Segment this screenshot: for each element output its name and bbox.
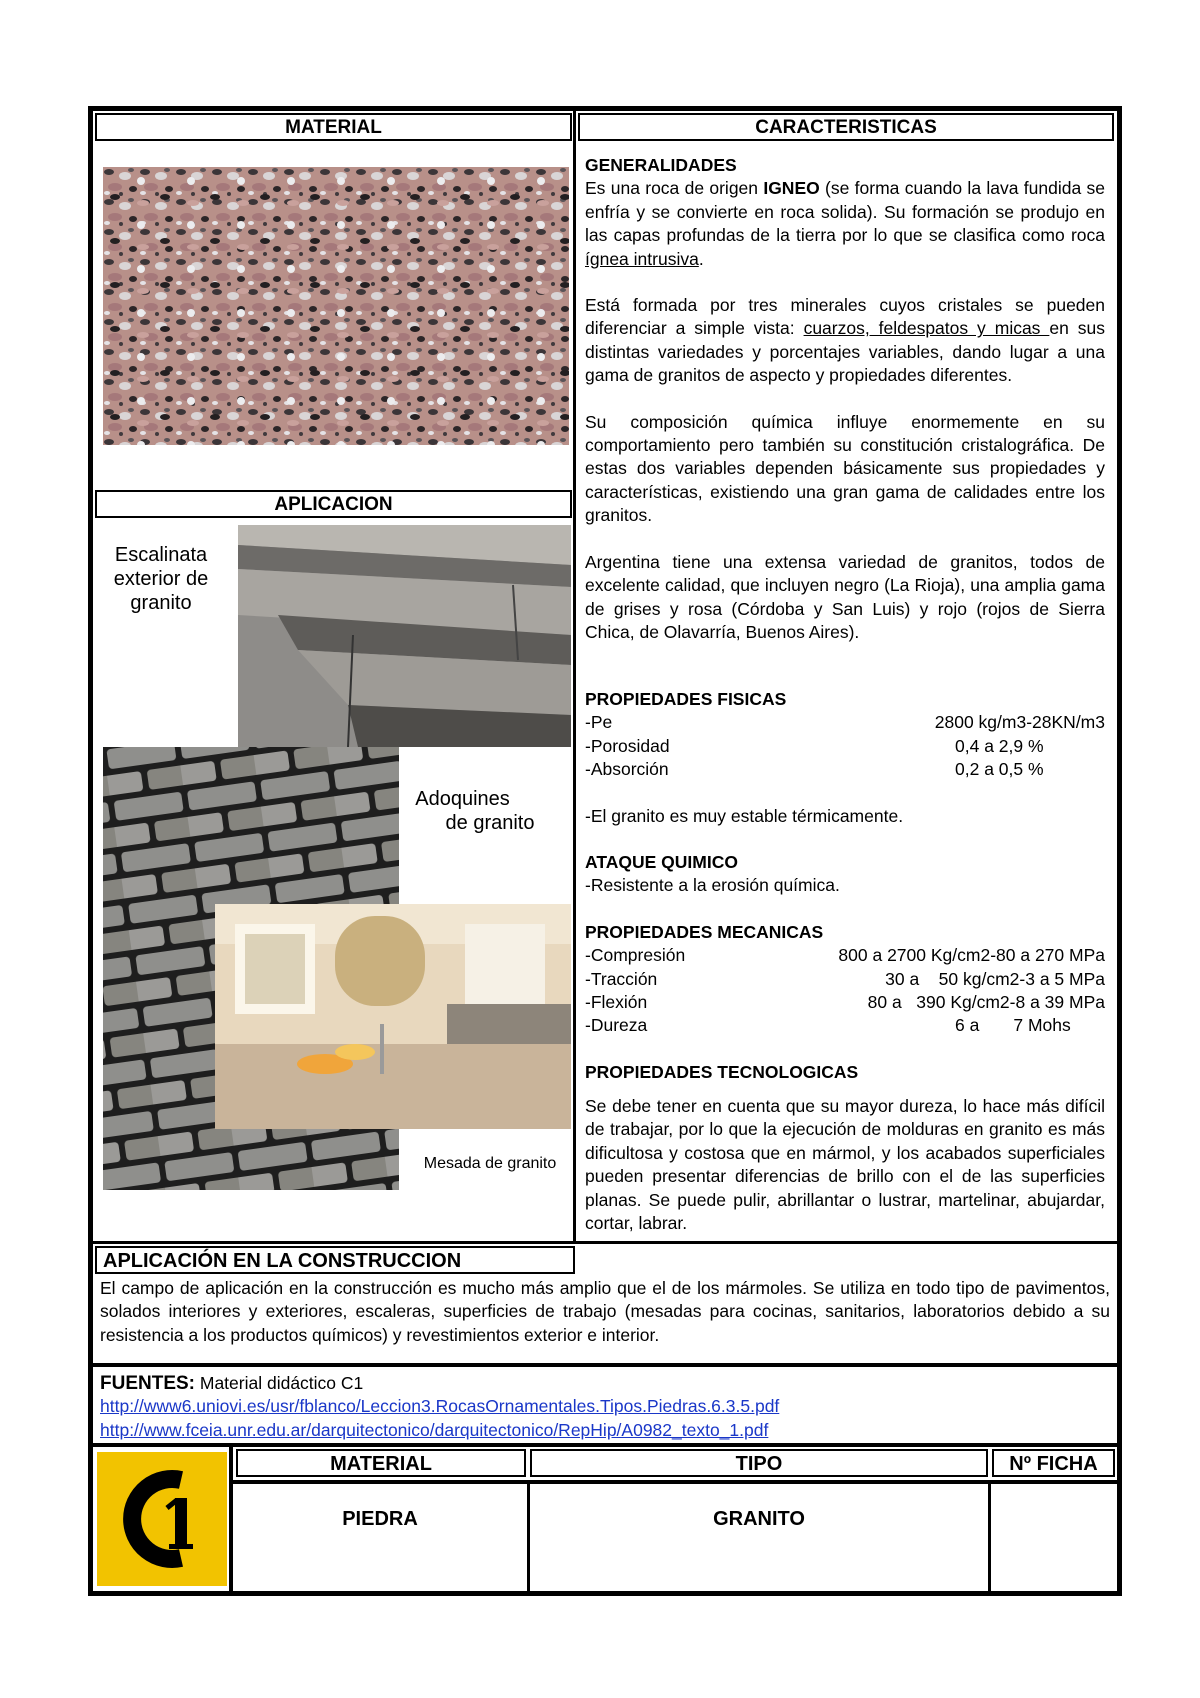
mecanicas-row: -Tracción 30 a 50 kg/cm2-3 a 5 MPa bbox=[585, 968, 1105, 989]
fuentes-text: Material didáctico C1 bbox=[195, 1373, 364, 1393]
generalidades-p1: Es una roca de origen IGNEO (se forma cuando la lava fundida se enfría y se convierte en roca solida). Su formación se produjo en las capas profundas de la tierra por lo que se clasifica como roca ígnea intrusiva. bbox=[585, 178, 1105, 269]
tecnologicas-title: PROPIEDADES TECNOLOGICAS bbox=[585, 1061, 859, 1082]
mesada-caption: Mesada de granito bbox=[423, 1155, 557, 1172]
construccion-header: APLICACIÓN EN LA CONSTRUCCION bbox=[95, 1246, 575, 1274]
mecanicas-row: -Compresión 800 a 2700 Kg/cm2-80 a 270 MPa bbox=[585, 945, 1105, 966]
fuentes-section bbox=[100, 1372, 1110, 1442]
adoquines-caption-line1: Adoquines bbox=[415, 788, 510, 810]
fuentes-link-2[interactable]: http://www.fceia.unr.edu.ar/darquitectonico/darquitectonico/RepHip/A0982_texto_1.pdf bbox=[100, 1419, 769, 1440]
adoquines-caption-line2: de granito bbox=[445, 812, 535, 834]
footer-ficha-header: Nº FICHA bbox=[992, 1449, 1115, 1477]
footer-div-2 bbox=[988, 1480, 991, 1596]
caracteristicas-header: CARACTERISTICAS bbox=[578, 113, 1114, 141]
granite-texture-image bbox=[103, 167, 569, 445]
escalinata-caption: Escalinata exterior de granito bbox=[113, 544, 209, 614]
fisicas-note: -El granito es muy estable térmicamente. bbox=[585, 805, 904, 826]
column-divider bbox=[573, 106, 576, 1241]
mesada-image bbox=[215, 904, 571, 1129]
generalidades-p3: Su composición química influye enormemente en su comportamiento pero también su constitución cristalográfica. De estas dos variables dependen básicamente sus propiedades y características, existiendo una gran gama de calidades entre los granitos. bbox=[585, 411, 1105, 526]
tecnologicas-text: Se debe tener en cuenta que su mayor dureza, lo hace más difícil de trabajar, por lo que la ejecución de molduras en granito es más dificultosa y costosa que en mármol, y los acabados superficiales pueden presentar diferencias de brillo con el de las superficies planas. Se puede pulir, abrillantar o lustrar, martelinar, abujardar, cortar, labrar. bbox=[585, 1096, 1105, 1234]
fuentes-label: FUENTES: bbox=[100, 1373, 195, 1394]
generalidades-title: GENERALIDADES bbox=[585, 155, 737, 175]
fuentes-top-rule bbox=[88, 1363, 1122, 1367]
generalidades-section bbox=[585, 154, 1105, 644]
footer-material-header: MATERIAL bbox=[236, 1449, 526, 1477]
construccion-top-rule bbox=[88, 1241, 1122, 1244]
fuentes-link-1[interactable]: http://www6.uniovi.es/usr/fblanco/Leccion3.RocasOrnamentales.Tipos.Piedras.6.3.5.pdf bbox=[100, 1396, 780, 1417]
mecanicas-row: -Dureza 6 a 7 Mohs bbox=[585, 1015, 1071, 1036]
c1-logo bbox=[97, 1452, 227, 1586]
fisicas-row: -Porosidad 0,4 a 2,9 % bbox=[585, 735, 1044, 756]
mecanicas-title: PROPIEDADES MECANICAS bbox=[585, 921, 824, 942]
footer-tipo-header: TIPO bbox=[530, 1449, 988, 1477]
construccion-text: El campo de aplicación en la construcción es mucho más amplio que el de los mármoles. Se utiliza en todo tipo de pavimentos, solados interiores y exteriores, escaleras, superficies de trabajo (mesadas para cocinas, sanitarios, laboratorios debido a su resistencia a los productos químicos) y revestimientos exterior e interior. bbox=[100, 1278, 1110, 1345]
aplicacion-header: APLICACION bbox=[95, 490, 572, 518]
fisicas-section bbox=[585, 688, 1105, 1084]
footer-top-rule bbox=[88, 1443, 1122, 1447]
fisicas-row: -Absorción 0,2 a 0,5 % bbox=[585, 759, 1044, 780]
generalidades-p2: Está formada por tres minerales cuyos cristales se pueden diferenciar a simple vista: cuarzos, feldespatos y micas en sus distintas variedades y porcentajes variables, dando lugar a una gama de granitos de aspecto y propiedades diferentes. bbox=[585, 295, 1105, 386]
escalinata-image bbox=[238, 525, 571, 747]
footer-material-value: PIEDRA bbox=[342, 1508, 418, 1530]
material-header: MATERIAL bbox=[95, 113, 572, 141]
generalidades-p4: Argentina tiene una extensa variedad de granitos, todos de excelente calidad, que incluyen negro (La Rioja), una amplia gama de grises y rosa (Córdoba y San Luis) y rojo (rojos de Sierra Chica, de Olavarría, Buenos Aires). bbox=[585, 551, 1105, 642]
quimico-title: ATAQUE QUIMICO bbox=[585, 852, 738, 873]
fisicas-row: -Pe 2800 kg/m3-28KN/m3 bbox=[585, 712, 1105, 733]
fisicas-title: PROPIEDADES FISICAS bbox=[585, 689, 787, 709]
footer-div-1 bbox=[527, 1480, 530, 1596]
quimico-text: -Resistente a la erosión química. bbox=[585, 875, 840, 896]
mecanicas-row: -Flexión 80 a 390 Kg/cm2-8 a 39 MPa bbox=[585, 992, 1105, 1013]
footer-tipo-value: GRANITO bbox=[713, 1508, 805, 1530]
